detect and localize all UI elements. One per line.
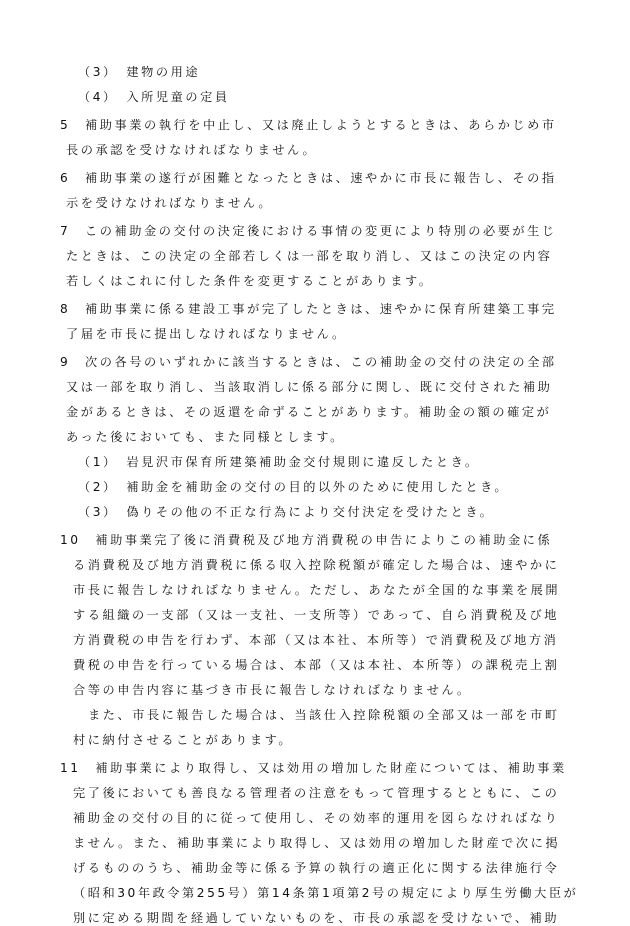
clause-11-line: 補助金の交付の目的に従って使用し、その効率的運用を図らなければなり — [73, 811, 560, 825]
item-4-capacity: （4） 入所児童の定員 — [78, 90, 230, 104]
clause-9-item-1: （1） 岩見沢市保育所建築補助金交付規則に違反したとき。 — [78, 455, 480, 469]
clause-10-line: 市長に報告しなければなりません。ただし、あなたが全国的な事業を展開 — [73, 583, 561, 597]
clause-10-line: 方消費税の申告を行わず、本部（又は本社、本所等）で消費税及び地方消 — [73, 633, 559, 647]
clause-10-line: する組織の一支部（又は一支社、一支所等）であって、自ら消費税及び地 — [73, 608, 559, 622]
clause-10-paragraph-2: 村に納付させることがあります。 — [73, 733, 294, 747]
clause-10-line: る消費税及び地方消費税に係る収入控除税額が確定した場合は、速やかに — [73, 558, 560, 572]
clause-9-line: 又は一部を取り消し、当該取消しに係る部分に関し、既に交付された補助 — [66, 380, 553, 394]
clause-11-line: 別に定める期間を経過していないものを、市長の承認を受けないで、補助 — [73, 911, 560, 925]
clause-9-line: 9 次の各号のいずれかに該当するときは、この補助金の交付の決定の全部 — [60, 355, 557, 369]
clause-5-line: 長の承認を受けなければなりません。 — [66, 143, 318, 157]
clause-11-line: 完了後においても善良なる管理者の注意をもって管理するとともに、この — [73, 786, 560, 800]
clause-7-line: 7 この補助金の交付の決定後における事情の変更により特別の必要が生じ — [60, 224, 557, 238]
clause-7-line: たときは、この決定の全部若しくは一部を取り消し、又はこの決定の内容 — [66, 249, 553, 263]
clause-8-line: 8 補助事業に係る建設工事が完了したときは、速やかに保育所建築工事完 — [60, 302, 557, 316]
clause-6-line: 示を受けなければなりません。 — [66, 196, 274, 210]
clause-10-line: 合等の申告内容に基づき市長に報告しなければなりません。 — [73, 683, 472, 697]
clause-11-line: ません。また、補助事業により取得し、又は効用の増加した財産で次に掲 — [73, 836, 561, 850]
clause-9-item-2: （2） 補助金を補助金の交付の目的以外のために使用したとき。 — [78, 480, 510, 494]
clause-11-line: 11 補助事業により取得し、又は効用の増加した財産については、補助事業 — [60, 761, 567, 775]
clause-11-line: げるもののうち、補助金等に係る予算の執行の適正化に関する法律施行令 — [73, 861, 560, 875]
clause-10-paragraph-2: また、市長に報告した場合は、当該仕入控除税額の全部又は一部を市町 — [88, 708, 560, 722]
clause-9-item-3: （3） 偽りその他の不正な行為により交付決定を受けたとき。 — [78, 505, 495, 519]
clause-10-line: 10 補助事業完了後に消費税及び地方消費税の申告によりこの補助金に係 — [60, 533, 553, 547]
clause-11-line: （昭和30年政令第255号）第14条第1項第2号の規定により厚生労働大臣が — [73, 886, 579, 900]
clause-5-line: 5 補助事業の執行を中止し、又は廃止しようとするときは、あらかじめ市 — [60, 118, 557, 132]
item-3-building-use: （3） 建物の用途 — [78, 65, 201, 79]
clause-6-line: 6 補助事業の遂行が困難となったときは、速やかに市長に報告し、その指 — [60, 171, 557, 185]
clause-7-line: 若しくはこれに付した条件を変更することがあります。 — [66, 274, 434, 288]
clause-9-line: あった後においても、また同様とします。 — [66, 430, 345, 444]
clause-8-line: 了届を市長に提出しなければなりません。 — [66, 327, 347, 341]
clause-9-line: 金があるときは、その返還を命ずることがあります。補助金の額の確定が — [66, 405, 552, 419]
clause-10-line: 費税の申告を行っている場合は、本部（又は本社、本所等）の課税売上割 — [73, 658, 560, 672]
